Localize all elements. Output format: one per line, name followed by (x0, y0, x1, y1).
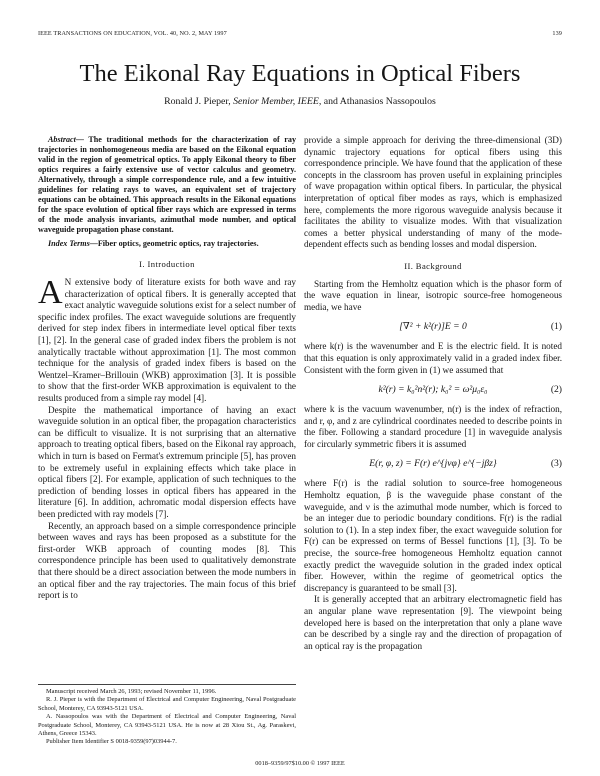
left-column (38, 135, 296, 602)
paper-title: The Eikonal Ray Equations in Optical Fibers (79, 60, 521, 87)
background-paragraph-2: where k(r) is the wavenumber and E is the electric field. It is noted that this equation is only approximately valid in a graded index fiber. Consistent with the form given in (1) we assumed that (304, 341, 562, 375)
equation-2-number: (2) (550, 384, 562, 396)
equation-3-number: (3) (550, 458, 562, 470)
abstract-label: Abstract— (48, 135, 84, 144)
abstract-text: The traditional methods for the characterization of ray trajectories in nonhomogeneous media are based on the Eikonal equation valid in the region of geometrical optics. To apply Eikonal theory to fiber optics requires a fairly extensive use of vector calculus and geometry. Alternatively, through a simple correspondence rule, and a few intuitive guidelines for relating rays to waves, an equivalent set of trajectory equations can be obtained. This approach results in the Eikonal equations for the space evolution of optical fiber rays which are expressed in terms of the mode analysis invariants, azimuthal mode number, and optical waveguide propagation phase constant. (38, 135, 296, 235)
equation-1-number: (1) (550, 321, 562, 333)
right-column (304, 135, 562, 652)
author-line (0, 96, 600, 107)
equation-1-body: [∇² + k²(r)]E = 0 (399, 321, 467, 333)
page-number: 139 (552, 30, 562, 37)
footnote-block (38, 684, 296, 747)
equation-2 (304, 379, 562, 401)
intro-paragraph-1: A N extensive body of literature exists for both wave and ray characterization of optical fibers. It is generally accepted that exact analytic waveguide solutions exist for a select number of specific index profiles. The exact waveguide solutions are frequently derived for step index fibers in intermediate level optical fiber texts [1], [2]. In the general case of graded index fibers the problem is not analytically tractable without approximation [1]. The most common technique for the analysis of graded index fibers is based on the Wentzel–Kramer–Brillouin (WKB) approximation [3]. It is possible to show that the first-order WKB approximation is equivalent to the results produced from a simple ray model [4]. (38, 274, 296, 403)
section-heading-introduction: I. Introduction (139, 259, 195, 270)
equation-1 (304, 316, 562, 338)
index-terms-text: Fiber optics, geometric optics, ray trajectories. (97, 239, 259, 249)
section-heading-background: II. Background (404, 260, 462, 271)
background-paragraph-3: where k is the vacuum wavenumber, n(r) is the index of refraction, and r, φ, and z are cylindrical coordinates needed to describe points in the fiber. Following a standard procedure [1] in waveguide analysis for circularly symmetric fibers it is assumed (304, 404, 562, 449)
footnote-manuscript: Manuscript received March 26, 1993; revised November 11, 1996. (46, 688, 217, 695)
equation-3-body: E(r, φ, z) = F(r) e^{jνφ} e^{−jβz} (369, 458, 497, 470)
abstract (38, 135, 296, 235)
author-2: and Athanasios Nassopoulos (323, 96, 436, 107)
author-1-title: Senior Member, IEEE, (233, 96, 322, 107)
intro-body (38, 274, 296, 602)
index-terms (38, 239, 296, 249)
footnote-author-1: R. J. Pieper is with the Department of Electrical and Computer Engineering, Naval Postgraduate School, Monterey, CA 93943-5121 USA. (38, 696, 296, 712)
author-1: Ronald J. Pieper, (164, 96, 231, 107)
index-terms-label: Index Terms— (48, 239, 98, 249)
equation-2-body: k²(r) = k₀²n²(r); k₀² = ω²μ₀ε₀ (378, 384, 488, 396)
running-header: IEEE TRANSACTIONS ON EDUCATION, VOL. 40, NO. 2, MAY 1997 (38, 30, 227, 37)
copyright-line: 0018–9359/97$10.00 © 1997 IEEE (255, 760, 345, 767)
drop-cap: A (38, 274, 63, 312)
intro-paragraph-2: Despite the mathematical importance of having an exact waveguide solution in an optical fiber, the propagation characteristics can be difficult to visualize. It is not surprising that an alternative approach to treating optical fibers, based on the Eikonal ray approach, which in turn is based on Fermat's extremum principle [5], has proven to be extremely useful in explaining effects which take place in optical fibers [2]. For example, application of such techniques to the prediction of bending losses in optical fibers has appeared in the literature [6]. In addition, achromatic modal dispersion effects have been predicted with ray models [7]. (38, 404, 296, 519)
footnote-identifier: Publisher Item Identifier S 0018-9359(97)03944-7. (46, 738, 177, 746)
intro-paragraph-3: Recently, an approach based on a simple correspondence principle between waves and rays has been proposed as a substitute for the first-order WKB approach of counting modes [8]. This correspondence principle has been used to qualitatively demonstrate that there should be a direct association between the mode numbers in an optical fiber and the ray trajectories. The main focus of this brief report is to (38, 520, 296, 601)
footnote-author-2: A. Nassopoulos was with the Department of Electrical and Computer Engineering, Naval Postgraduate School, Monterey, CA 93943-5121 USA. He is now at 28 Xiou St., Ag. Paraskevi, Athens, Greece 15343. (38, 713, 296, 738)
right-paragraph-0: provide a simple approach for deriving the three-dimensional (3D) dynamic trajectory equations for optical fibers using this correspondence principle. We have found that the application of these concepts in the classroom has proven useful in explaining principles of wave propagation within optical fibers. In particular, the physical interpretation of optical fiber modes as rays, which is emphasized here, complements the more rigorous waveguide analysis because it facilitates the ability to visualize modes. With that visualization comes a better physical understanding of many of the mode-dependent effects such as bending losses and modal dispersion. (304, 135, 562, 250)
background-paragraph-1: Starting from the Hemholtz equation which is the phasor form of the wave equation in linear, isotropic source-free homogeneous media, we have (304, 278, 562, 312)
equation-3 (304, 453, 562, 475)
background-paragraph-5: It is generally accepted that an arbitrary electromagnetic field has an angular plane wave representation [9]. The viewpoint being developed here is based on the interpretation that only a plane wave can be described by a single ray and the direction of propagation of an optical ray is the propagation (304, 594, 562, 651)
background-paragraph-4: where F(r) is the radial solution to source-free homogeneous Hemholtz equation, β is the waveguide phase constant of the waveguide, and ν is the azimuthal mode number, which is forced to be an integer due to periodic boundary conditions. F(r) is the radial solution to (1). In a step index fiber, the exact waveguide solution for F(r) can be expressed on terms of Bessel functions [1], [3]. To be precise, the source-free homogeneous Hemholtz equation cannot exactly predict the waveguide solution in the graded index optical fiber. However, within the regime of geometrical optics the discrepancy is guaranteed to be small [3]. (304, 478, 562, 593)
